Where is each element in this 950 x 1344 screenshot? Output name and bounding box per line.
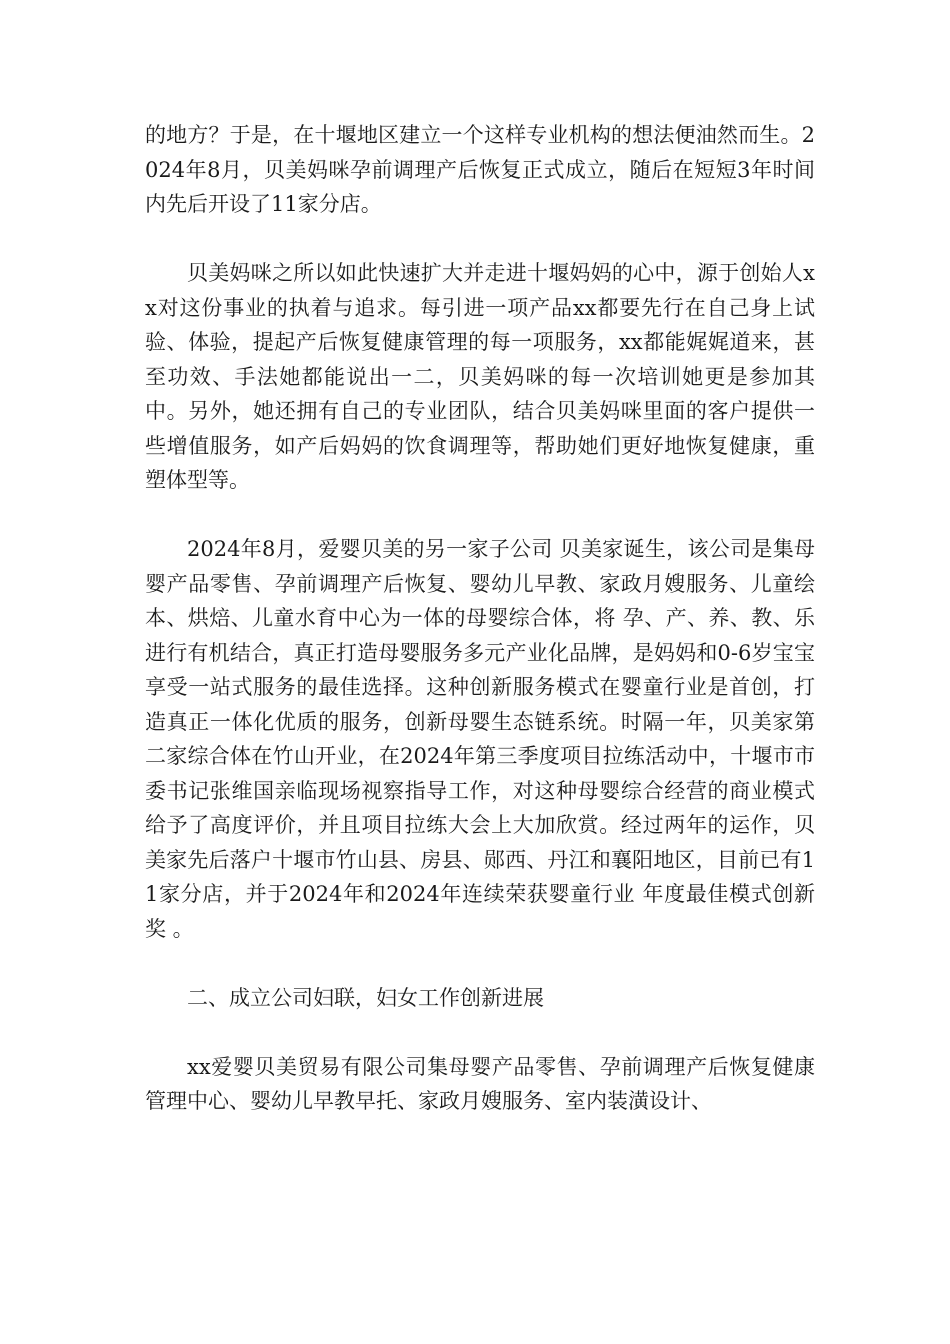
paragraph-founder: 贝美妈咪之所以如此快速扩大并走进十堰妈妈的心中，源于创始人xx对这份事业的执着与追求。每引进一项产品xx都要先行在自己身上试验、体验，提起产后恢复健康管理的每一项服务，xx都能娓娓道来，甚至功效、手法她都能说出一二，贝美妈咪的每一次培训她更是参加其中。另外，她还拥有自己的专业团队，结合贝美妈咪里面的客户提供一些增值服务，如产后妈妈的饮食调理等，帮助她们更好地恢复健康，重塑体型等。 — [145, 261, 815, 492]
paragraph-gap — [145, 946, 815, 981]
paragraph-gap — [145, 498, 815, 533]
document-body — [145, 118, 815, 1119]
paragraph-company-overview: xx爱婴贝美贸易有限公司集母婴产品零售、孕前调理产后恢复健康管理中心、婴幼儿早教早托、家政月嫂服务、室内装潢设计、 — [145, 1054, 815, 1113]
paragraph-continuation: 的地方？于是，在十堰地区建立一个这样专业机构的想法便油然而生。2024年8月，贝美妈咪孕前调理产后恢复正式成立，随后在短短3年时间内先后开设了11家分店。 — [145, 123, 815, 216]
paragraph-gap — [145, 222, 815, 257]
paragraph-beimeijia: 2024年8月，爱婴贝美的另一家子公司 贝美家诞生，该公司是集母婴产品零售、孕前调理产后恢复、婴幼儿早教、家政月嫂服务、儿童绘本、烘焙、儿童水育中心为一体的母婴综合体，将 孕、产、养、教、乐 进行有机结合，真正打造母婴服务多元产业化品牌，是妈妈和0-6岁宝宝享受一站式服务的最佳选择。这种创新服务模式在婴童行业是首创，打造真正一体化优质的服务，创新母婴生态链系统。时隔一年，贝美家第二家综合体在竹山开业，在2024年第三季度项目拉练活动中，十堰市市委书记张维国亲临现场视察指导工作，对这种母婴综合经营的商业模式给予了高度评价，并且项目拉练大会上大加欣赏。经过两年的运作，贝美家先后落户十堰市竹山县、房县、郧西、丹江和襄阳地区，目前已有11家分店，并于2024年和2024年连续荣获婴童行业 年度最佳模式创新奖 。 — [145, 537, 815, 941]
paragraph-gap — [145, 1015, 815, 1050]
section-heading: 二、成立公司妇联，妇女工作创新进展 — [187, 985, 544, 1010]
